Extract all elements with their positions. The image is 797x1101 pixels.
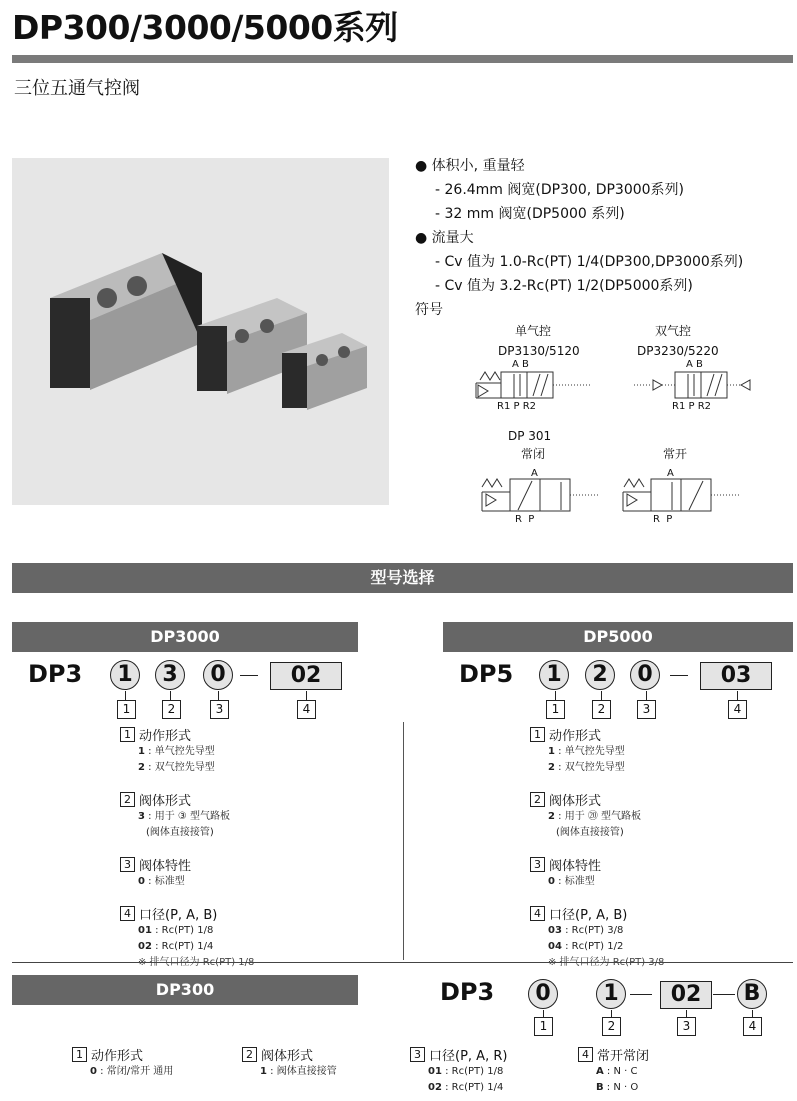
connector bbox=[611, 1010, 612, 1017]
option-group-title: 口径(P, A, R) bbox=[429, 1049, 508, 1064]
option-group-heading bbox=[530, 790, 664, 809]
option-description: 阀体直接接管 bbox=[276, 1066, 337, 1077]
connector bbox=[306, 691, 307, 700]
option-group bbox=[72, 1045, 173, 1080]
option-item bbox=[120, 825, 254, 841]
option-number-box: 3 bbox=[530, 857, 545, 872]
option-code: 01 bbox=[428, 1066, 442, 1077]
feature-item: - Cv 值为 3.2-Rc(PT) 1/2(DP5000系列) bbox=[435, 278, 693, 294]
dp3000-code-3: 0 bbox=[203, 660, 233, 690]
symbol-nc-ports-bottom: R P bbox=[515, 514, 535, 525]
dp3000-num-2: 2 bbox=[162, 700, 181, 719]
dp5000-num-4: 4 bbox=[728, 700, 747, 719]
single-pilot-symbol bbox=[476, 372, 590, 398]
dp5000-prefix: DP5 bbox=[459, 660, 514, 688]
dp300-suffix: B bbox=[737, 979, 767, 1009]
option-code: 2 bbox=[138, 762, 145, 773]
option-group-heading bbox=[530, 725, 664, 744]
symbol-nc-model: DP 301 bbox=[508, 429, 552, 443]
connector bbox=[752, 1010, 753, 1017]
option-description: 双气控先导型 bbox=[154, 762, 215, 773]
option-description: Rc(PT) 1/8 bbox=[451, 1066, 504, 1077]
dp300-num-1: 1 bbox=[534, 1017, 553, 1036]
option-code: 04 bbox=[548, 941, 562, 952]
dp3000-num-4: 4 bbox=[297, 700, 316, 719]
dp300-option-4 bbox=[578, 1045, 649, 1096]
dp5000-num-1: 1 bbox=[546, 700, 565, 719]
option-group-title: 口径(P, A, B) bbox=[139, 908, 218, 923]
option-code: B bbox=[596, 1082, 604, 1093]
option-description: 标准型 bbox=[564, 876, 595, 887]
option-group bbox=[120, 855, 254, 890]
option-group bbox=[530, 904, 664, 971]
symbol-double-model: DP3230/5220 bbox=[637, 344, 719, 358]
symbols-label: 符号 bbox=[415, 302, 443, 318]
option-item: 2 : 双气控先导型 bbox=[548, 762, 625, 773]
symbol-no-ports-bottom: R P bbox=[653, 514, 673, 525]
symbol-single-title: 单气控 bbox=[515, 324, 552, 338]
connector bbox=[601, 691, 602, 700]
dp5000-options bbox=[530, 725, 664, 985]
option-item bbox=[530, 825, 664, 841]
dp300-code-2: 1 bbox=[596, 979, 626, 1009]
option-group-title: 动作形式 bbox=[549, 729, 602, 744]
option-number-box: 1 bbox=[530, 727, 545, 742]
dash bbox=[240, 675, 258, 676]
option-group-heading bbox=[72, 1045, 173, 1064]
option-note bbox=[530, 955, 664, 971]
feature-item: - 32 mm 阀宽(DP5000 系列) bbox=[435, 206, 625, 222]
feature-item: - 26.4mm 阀宽(DP300, DP3000系列) bbox=[435, 182, 685, 198]
model-selection-banner: 型号选择 bbox=[12, 563, 793, 593]
option-description: Rc(PT) 1/2 bbox=[571, 941, 624, 952]
option-description: 用于 ⑳ 型气路板 bbox=[564, 811, 642, 822]
dp300-option-2 bbox=[242, 1045, 337, 1080]
option-group-title: 动作形式 bbox=[91, 1049, 144, 1064]
dp3000-prefix: DP3 bbox=[28, 660, 83, 688]
symbol-single-ports-top: A B bbox=[512, 359, 529, 370]
option-code: 0 bbox=[90, 1066, 97, 1077]
option-code: 3 bbox=[138, 811, 145, 822]
section-divider bbox=[12, 962, 793, 963]
double-pilot-symbol bbox=[634, 372, 750, 398]
option-item: 02 : Rc(PT) 1/4 bbox=[138, 941, 214, 952]
page-title: DP300/3000/5000系列 bbox=[12, 8, 398, 47]
option-item: 0 : 标准型 bbox=[138, 876, 185, 887]
option-group bbox=[120, 790, 254, 841]
option-description: N · C bbox=[613, 1066, 638, 1077]
option-code: 1 bbox=[548, 746, 555, 757]
option-group-heading bbox=[410, 1045, 507, 1064]
dp3000-num-3: 3 bbox=[210, 700, 229, 719]
symbol-double-ports-top: A B bbox=[686, 359, 703, 370]
option-code: 02 bbox=[138, 941, 152, 952]
dp300-num-4: 4 bbox=[743, 1017, 762, 1036]
connector bbox=[686, 1010, 687, 1017]
option-group bbox=[120, 904, 254, 971]
option-group-title: 阀体特性 bbox=[139, 859, 192, 874]
dp5000-code-2: 2 bbox=[585, 660, 615, 690]
connector bbox=[218, 691, 219, 700]
option-number-box: 2 bbox=[242, 1047, 257, 1062]
option-number-box: 3 bbox=[410, 1047, 425, 1062]
feature-item: ● 流量大 bbox=[415, 230, 474, 246]
dp300-num-3: 3 bbox=[677, 1017, 696, 1036]
connector bbox=[646, 691, 647, 700]
option-item: 0 : 常闭/常开 通用 bbox=[90, 1066, 174, 1077]
dp300-header: DP300 bbox=[12, 975, 358, 1005]
option-description: 用于 ③ 型气路板 bbox=[154, 811, 231, 822]
option-description: Rc(PT) 1/4 bbox=[451, 1082, 504, 1093]
option-description: (阀体直接接管) bbox=[146, 827, 214, 838]
dp300-size-box: 02 bbox=[660, 981, 712, 1009]
option-item: 04 : Rc(PT) 1/2 bbox=[548, 941, 624, 952]
option-group bbox=[410, 1045, 507, 1096]
option-description: Rc(PT) 3/8 bbox=[571, 925, 624, 936]
option-code: 03 bbox=[548, 925, 562, 936]
option-number-box: 1 bbox=[72, 1047, 87, 1062]
symbol-nc-title: 常闭 bbox=[521, 447, 546, 461]
option-group-heading bbox=[530, 855, 664, 874]
option-code: 0 bbox=[138, 876, 145, 887]
option-description: Rc(PT) 1/8 bbox=[161, 925, 214, 936]
option-group-title: 阀体形式 bbox=[261, 1049, 314, 1064]
dp5000-header: DP5000 bbox=[443, 622, 793, 652]
option-description: 双气控先导型 bbox=[564, 762, 625, 773]
option-group bbox=[242, 1045, 337, 1080]
option-group-title: 阀体形式 bbox=[139, 794, 192, 809]
option-group-heading bbox=[120, 904, 254, 923]
dp3000-options bbox=[120, 725, 254, 985]
option-number-box: 1 bbox=[120, 727, 135, 742]
option-code: 01 bbox=[138, 925, 152, 936]
dp5000-size-box: 03 bbox=[700, 662, 772, 690]
connector bbox=[737, 691, 738, 700]
option-group-title: 常开常闭 bbox=[597, 1049, 650, 1064]
option-code: 1 bbox=[260, 1066, 267, 1077]
symbol-double-ports-bottom: R1 P R2 bbox=[672, 401, 712, 412]
option-group-heading bbox=[120, 790, 254, 809]
option-description: 单气控先导型 bbox=[564, 746, 625, 757]
option-code: A bbox=[596, 1066, 604, 1077]
option-description: 单气控先导型 bbox=[154, 746, 215, 757]
option-group-title: 动作形式 bbox=[139, 729, 192, 744]
option-group-heading bbox=[242, 1045, 337, 1064]
option-description: 标准型 bbox=[154, 876, 185, 887]
dp3000-code-1: 1 bbox=[110, 660, 140, 690]
option-item: 0 : 标准型 bbox=[548, 876, 595, 887]
connector bbox=[170, 691, 171, 700]
normally-open-symbol bbox=[623, 479, 740, 511]
feature-item: ● 体积小, 重量轻 bbox=[415, 158, 525, 174]
symbol-single-model: DP3130/5120 bbox=[498, 344, 580, 358]
option-description: (阀体直接接管) bbox=[556, 827, 624, 838]
option-group-title: 阀体形式 bbox=[549, 794, 602, 809]
option-group bbox=[120, 725, 254, 776]
option-group-heading bbox=[120, 725, 254, 744]
dash bbox=[670, 675, 688, 676]
option-group bbox=[530, 725, 664, 776]
option-item: 03 : Rc(PT) 3/8 bbox=[548, 925, 624, 936]
option-group-title: 阀体特性 bbox=[549, 859, 602, 874]
dp300-option-1 bbox=[72, 1045, 173, 1080]
dp5000-code-1: 1 bbox=[539, 660, 569, 690]
dp300-code-1: 0 bbox=[528, 979, 558, 1009]
dp5000-num-2: 2 bbox=[592, 700, 611, 719]
option-group-heading bbox=[530, 904, 664, 923]
option-item: 01 : Rc(PT) 1/8 bbox=[138, 925, 214, 936]
option-description: Rc(PT) 1/4 bbox=[161, 941, 214, 952]
option-item: B : N · O bbox=[596, 1082, 639, 1093]
option-item: 2 : 用于 ⑳ 型气路板 bbox=[548, 811, 642, 822]
feature-item: - Cv 值为 1.0-Rc(PT) 1/4(DP300,DP3000系列) bbox=[435, 254, 744, 270]
option-group-heading bbox=[578, 1045, 649, 1064]
dp300-prefix: DP3 bbox=[440, 978, 495, 1006]
column-divider bbox=[403, 722, 404, 960]
option-code: 0 bbox=[548, 876, 555, 887]
symbol-nc-port-top: A bbox=[531, 468, 538, 479]
connector bbox=[555, 691, 556, 700]
option-code: 2 bbox=[548, 762, 555, 773]
page-subtitle: 三位五通气控阀 bbox=[14, 78, 140, 99]
option-group-heading bbox=[120, 855, 254, 874]
option-description: 常闭/常开 通用 bbox=[106, 1066, 174, 1077]
symbol-single-ports-bottom: R1 P R2 bbox=[497, 401, 537, 412]
option-group bbox=[578, 1045, 649, 1096]
option-item: 1 : 单气控先导型 bbox=[138, 746, 215, 757]
option-item: 2 : 双气控先导型 bbox=[138, 762, 215, 773]
option-item: 01 : Rc(PT) 1/8 bbox=[428, 1066, 504, 1077]
option-number-box: 4 bbox=[578, 1047, 593, 1062]
option-item: A : N · C bbox=[596, 1066, 638, 1077]
option-number-box: 4 bbox=[530, 906, 545, 921]
option-code: 2 bbox=[548, 811, 555, 822]
option-code: 1 bbox=[138, 746, 145, 757]
option-item: 1 : 单气控先导型 bbox=[548, 746, 625, 757]
option-code: 02 bbox=[428, 1082, 442, 1093]
dp3000-code-2: 3 bbox=[155, 660, 185, 690]
symbol-no-title: 常开 bbox=[663, 447, 688, 461]
symbol-double-title: 双气控 bbox=[655, 324, 692, 338]
dp3000-header: DP3000 bbox=[12, 622, 358, 652]
option-group bbox=[530, 855, 664, 890]
dp5000-num-3: 3 bbox=[637, 700, 656, 719]
dash bbox=[630, 994, 652, 995]
normally-closed-symbol bbox=[482, 479, 598, 511]
option-description: N · O bbox=[613, 1082, 639, 1093]
symbol-no-port-top: A bbox=[667, 468, 674, 479]
option-item: 02 : Rc(PT) 1/4 bbox=[428, 1082, 504, 1093]
option-number-box: 2 bbox=[120, 792, 135, 807]
option-number-box: 3 bbox=[120, 857, 135, 872]
dash bbox=[713, 994, 735, 995]
dp300-num-2: 2 bbox=[602, 1017, 621, 1036]
dp3000-size-box: 02 bbox=[270, 662, 342, 690]
option-note bbox=[120, 955, 254, 971]
connector bbox=[543, 1010, 544, 1017]
option-number-box: 4 bbox=[120, 906, 135, 921]
dp300-option-3 bbox=[410, 1045, 507, 1096]
option-number-box: 2 bbox=[530, 792, 545, 807]
dp5000-code-3: 0 bbox=[630, 660, 660, 690]
option-group-title: 口径(P, A, B) bbox=[549, 908, 628, 923]
connector bbox=[125, 691, 126, 700]
dp3000-num-1: 1 bbox=[117, 700, 136, 719]
option-item: 3 : 用于 ③ 型气路板 bbox=[138, 811, 231, 822]
option-group bbox=[530, 790, 664, 841]
option-item: 1 : 阀体直接接管 bbox=[260, 1066, 337, 1077]
